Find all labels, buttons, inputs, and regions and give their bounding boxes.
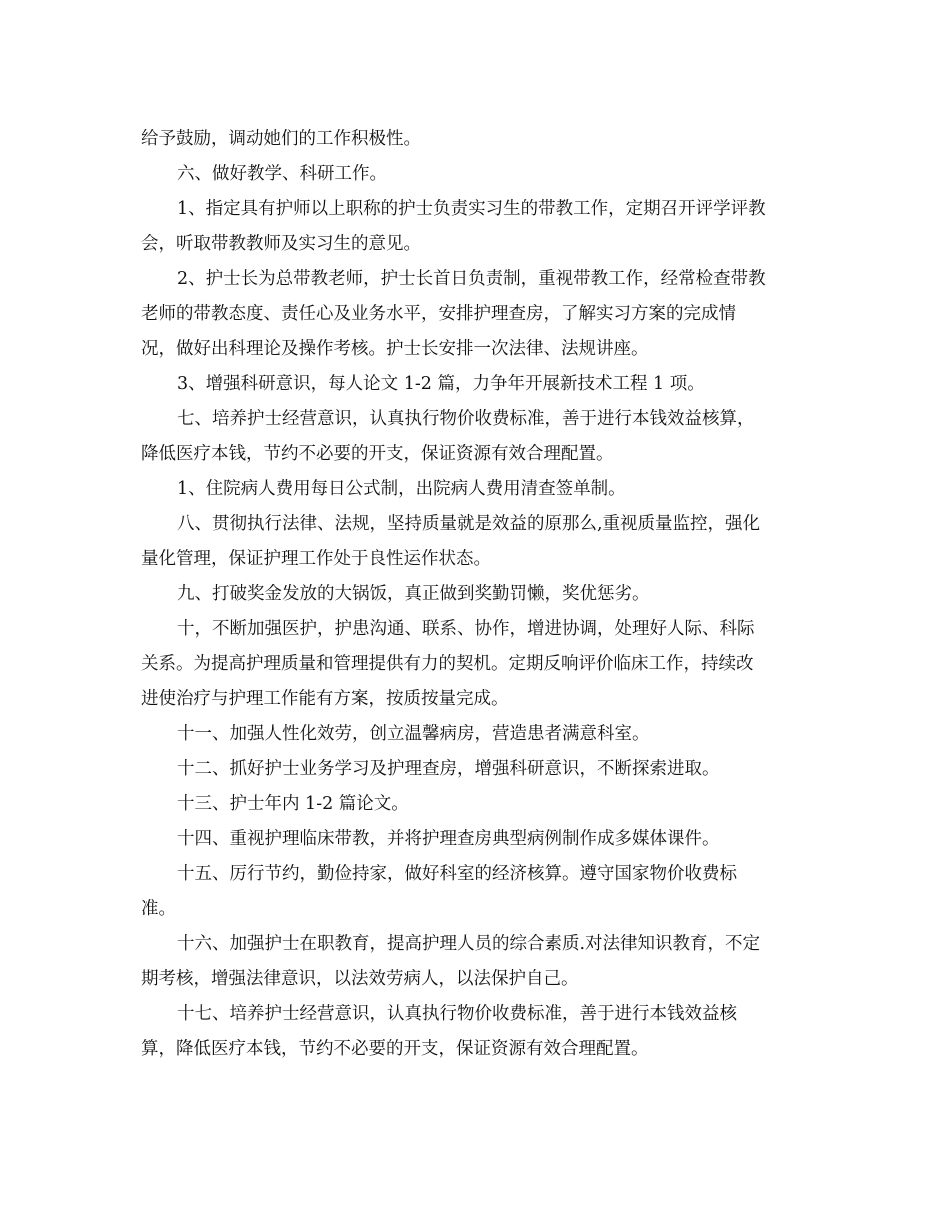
- text-line: 量化管理，保证护理工作处于良性运作状态。: [141, 549, 491, 569]
- paragraph: [141, 612, 811, 717]
- text-line: 十四、重视护理临床带教，并将护理查房典型病例制作成多媒体课件。: [177, 829, 720, 849]
- paragraph: [141, 717, 811, 752]
- text-line: 会，听取带教教师及实习生的意见。: [141, 234, 421, 254]
- text-line: 老师的带教态度、责任心及业务水平，安排护理查房，了解实习方案的完成情: [141, 304, 736, 324]
- text-line: 六、做好教学、科研工作。: [177, 164, 387, 184]
- text-line: 九、打破奖金发放的大锅饭，真正做到奖勤罚懒，奖优惩劣。: [177, 584, 650, 604]
- text-line: 八、贯彻执行法律、法规，坚持质量就是效益的原那么,重视质量监控，强化: [177, 514, 761, 534]
- text-line: 七、培养护士经营意识，认真执行物价收费标准，善于进行本钱效益核算，: [177, 409, 755, 429]
- paragraph: [141, 927, 811, 997]
- text-line: 给予鼓励，调动她们的工作积极性。: [141, 129, 421, 149]
- text-line: 十七、培养护士经营意识，认真执行物价收费标准，善于进行本钱效益核: [177, 1004, 737, 1024]
- text-line: 1、指定具有护师以上职称的护士负责实习生的带教工作，定期召开评学评教: [177, 199, 766, 219]
- paragraph: [141, 122, 811, 157]
- paragraph: [141, 367, 811, 402]
- text-line: 十六、加强护士在职教育，提高护理人员的综合素质.对法律知识教育，不定: [177, 934, 761, 954]
- paragraph: [141, 157, 811, 192]
- text-line: 十二、抓好护士业务学习及护理查房，增强科研意识，不断探索进取。: [177, 759, 720, 779]
- paragraph: [141, 507, 811, 577]
- paragraph: [141, 752, 811, 787]
- text-line: 十三、护士年内 1-2 篇论文。: [177, 794, 409, 814]
- paragraph: [141, 262, 811, 367]
- text-line: 2、护士长为总带教老师，护士长首日负责制，重视带教工作，经常检查带教: [177, 269, 766, 289]
- document-body: [141, 122, 811, 1067]
- paragraph: [141, 787, 811, 822]
- text-line: 准。: [141, 899, 176, 919]
- text-line: 降低医疗本钱，节约不必要的开支，保证资源有效合理配置。: [141, 444, 614, 464]
- text-line: 十五、厉行节约，勤俭持家，做好科室的经济核算。遵守国家物价收费标: [177, 864, 737, 884]
- paragraph: [141, 997, 811, 1067]
- text-line: 3、增强科研意识，每人论文 1-2 篇，力争年开展新技术工程 1 项。: [177, 374, 705, 394]
- paragraph: [141, 577, 811, 612]
- text-line: 进使治疗与护理工作能有方案，按质按量完成。: [141, 689, 509, 709]
- paragraph: [141, 822, 811, 857]
- text-line: 十，不断加强医护，护患沟通、联系、协作，增进协调，处理好人际、科际: [177, 619, 755, 639]
- text-line: 十一、加强人性化效劳，创立温馨病房，营造患者满意科室。: [177, 724, 650, 744]
- text-line: 算，降低医疗本钱，节约不必要的开支，保证资源有效合理配置。: [141, 1039, 649, 1059]
- paragraph: [141, 402, 811, 472]
- text-line: 期考核，增强法律意识，以法效劳病人，以法保护自己。: [141, 969, 579, 989]
- text-line: 1、住院病人费用每日公式制，出院病人费用清查签单制。: [177, 479, 626, 499]
- text-line: 况，做好出科理论及操作考核。护士长安排一次法律、法规讲座。: [141, 339, 649, 359]
- paragraph: [141, 857, 811, 927]
- paragraph: [141, 472, 811, 507]
- paragraph: [141, 192, 811, 262]
- text-line: 关系。为提高护理质量和管理提供有力的契机。定期反响评价临床工作，持续改: [141, 654, 754, 674]
